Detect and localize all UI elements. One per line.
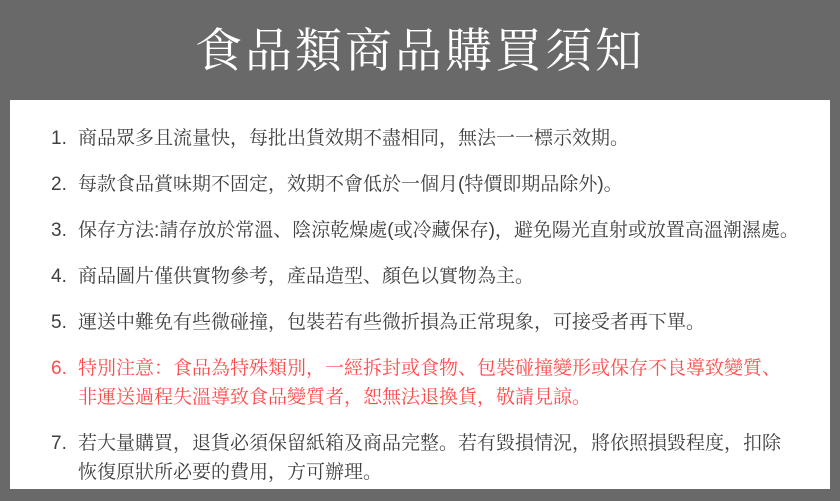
notice-item-1 [51,124,816,153]
item-text-line: 若大量購買，退貨必須保留紙箱及商品完整。若有毀損情況，將依照損毀程度，扣除 [78,433,782,454]
notice-item-5 [51,308,816,337]
item-number: 5. [51,312,67,333]
item-text-line: 保存方法:請存放於常溫、陰涼乾燥處(或冷藏保存)，避免陽光直射或放置高溫潮濕處。 [78,220,799,241]
item-text [78,429,816,487]
item-number: 3. [51,220,67,241]
item-text [78,170,816,199]
item-number: 7. [51,433,67,454]
item-text [78,216,816,245]
item-text-line: 非運送過程失溫導致食品變質者，恕無法退換貨，敬請見諒。 [78,387,592,408]
notice-card [10,100,830,489]
notice-item-4 [51,262,816,291]
item-text-line: 恢復原狀所必要的費用，方可辦理。 [78,462,383,483]
item-text [78,354,816,412]
item-text [78,308,816,337]
item-text-line: 商品圖片僅供實物參考，產品造型、顏色以實物為主。 [78,266,535,287]
item-number: 4. [51,266,67,287]
page-title: 食品類商品購買須知 [195,23,645,77]
item-text [78,262,816,291]
item-text-line: 商品眾多且流量快，每批出貨效期不盡相同，無法一一標示效期。 [78,128,630,149]
item-number: 1. [51,128,67,149]
item-text-line: 特別注意：食品為特殊類別，一經拆封或食物、包裝碰撞變形或保存不良導致變質、 [78,358,782,379]
item-text-line: 運送中難免有些微碰撞，包裝若有些微折損為正常現象，可接受者再下單。 [78,312,706,333]
item-number: 6. [51,358,67,379]
notice-item-2 [51,170,816,199]
header-banner [0,0,840,100]
notice-item-6-special-warning [51,354,816,412]
notice-item-3 [51,216,816,245]
item-number: 2. [51,174,67,195]
item-text [78,124,816,153]
notice-item-7 [51,429,816,487]
item-text-line: 每款食品賞味期不固定，效期不會低於一個月(特價即期品除外)。 [78,174,623,195]
